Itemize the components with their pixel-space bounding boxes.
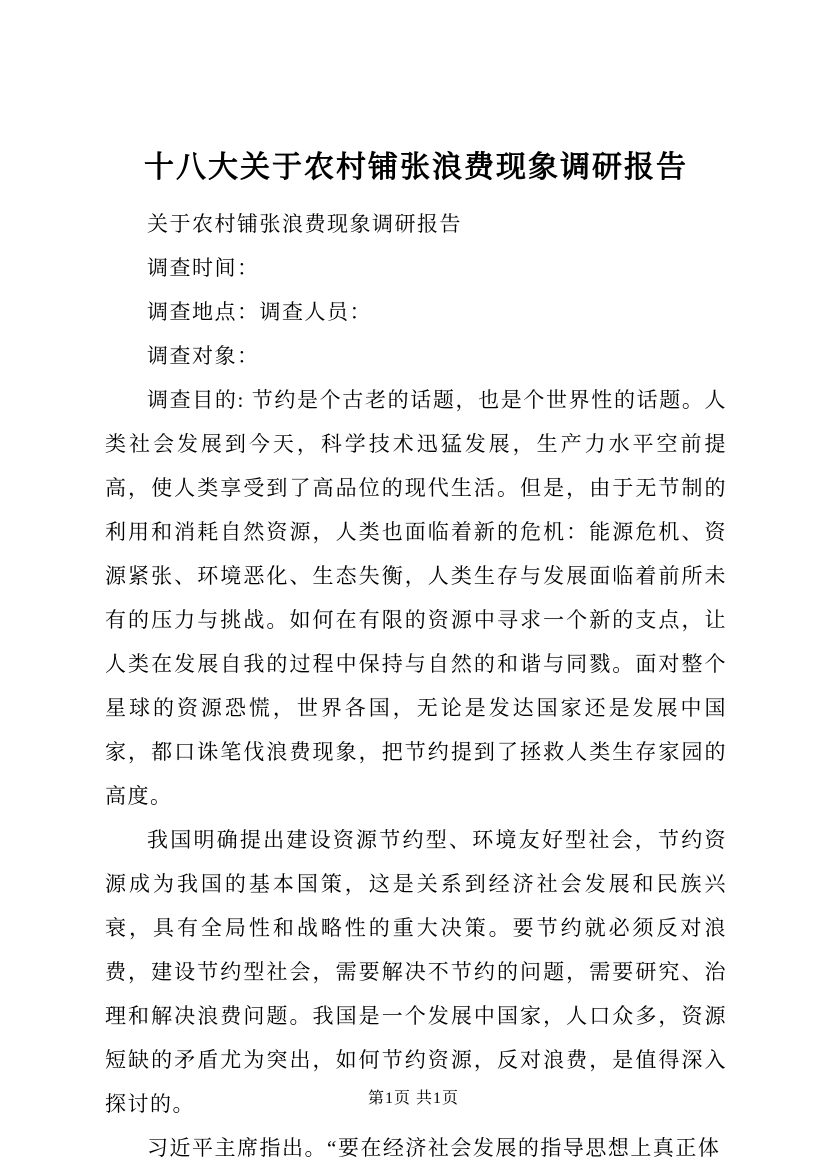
paragraph-quote: 习近平主席指出。“要在经济社会发展的指导思想上真正体 [147, 1136, 721, 1160]
paragraph-survey-place: 调查地点：调查人员： [147, 300, 372, 324]
page-footer: 第1页 共1页 [367, 1090, 459, 1107]
paragraph-survey-time: 调查时间： [147, 256, 260, 280]
document-title: 十八大关于农村铺张浪费现象调研报告 [144, 151, 688, 184]
paragraph-national-policy: 我国明确提出建设资源节约型、环境友好型社会，节约资源成为我国的基本国策，这是关系到经济社会发展和民族兴衰，具有全局性和战略性的重大决策。要节约就必须反对浪费，建设节约型社会，需要解决不节约的问题，需要研究、治理和解决浪费问题。我国是一个发展中国家，人口众多，资源短缺的矛盾尤为突出，如何节约资源，反对浪费，是值得深入探讨的。 [105, 828, 727, 1116]
paragraph-survey-target: 调查对象： [147, 344, 260, 368]
paragraph-subtitle: 关于农村铺张浪费现象调研报告 [147, 212, 462, 236]
paragraph-survey-purpose: 调查目的: 节约是个古老的话题，也是个世界性的话题。人类社会发展到今天，科学技术迅猛发展，生产力水平空前提高，使人类享受到了高品位的现代生活。但是，由于无节制的利用和消耗自然资源，人类也面临着新的危机：能源危机、资源紧张、环境恶化、生态失衡，人类生存与发展面临着前所未有的压力与挑战。如何在有限的资源中寻求一个新的支点，让人类在发展自我的过程中保持与自然的和谐与同戮。面对整个星球的资源恐慌，世界各国，无论是发达国家还是发展中国家，都口诛笔伐浪费现象，把节约提到了拯救人类生存家园的高度。 [105, 388, 727, 808]
